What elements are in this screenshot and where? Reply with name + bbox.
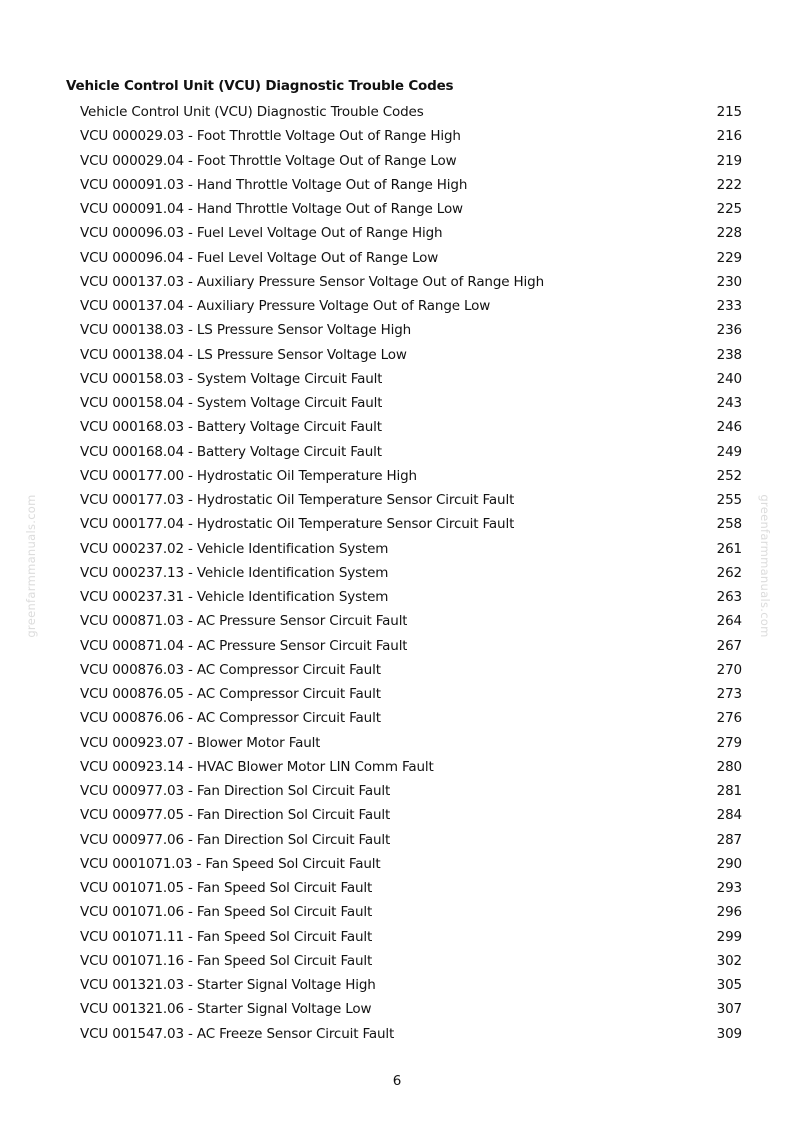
toc-entry-page[interactable]: 258 [716, 516, 742, 533]
toc-entry[interactable] [80, 900, 744, 924]
toc-entry-title[interactable]: VCU 000177.00 - Hydrostatic Oil Temperature High [80, 467, 417, 484]
toc-entry-title[interactable]: VCU 000158.03 - System Voltage Circuit Fault [80, 370, 383, 387]
toc-entry-title[interactable]: VCU 000923.14 - HVAC Blower Motor LIN Comm Fault [80, 758, 434, 775]
toc-entry-title[interactable]: VCU 000137.03 - Auxiliary Pressure Sensor Voltage Out of Range High [80, 273, 544, 290]
toc-entry-page[interactable]: 219 [716, 152, 742, 169]
toc-entry-title[interactable]: VCU 000923.07 - Blower Motor Fault [80, 734, 321, 751]
toc-entry-page[interactable]: 296 [716, 904, 742, 921]
toc-entry-title[interactable]: VCU 001071.11 - Fan Speed Sol Circuit Fault [80, 928, 373, 945]
toc-entry-title[interactable]: VCU 000158.04 - System Voltage Circuit Fault [80, 395, 383, 412]
toc-entry-page[interactable]: 238 [716, 346, 742, 363]
toc-entry[interactable] [80, 197, 744, 221]
toc-entry-page[interactable]: 215 [716, 104, 742, 121]
toc-entry[interactable] [80, 973, 744, 997]
toc-entry[interactable] [80, 512, 744, 536]
toc-entry-title[interactable]: VCU 001071.05 - Fan Speed Sol Circuit Fault [80, 880, 373, 897]
toc-entry-page[interactable]: 305 [716, 977, 742, 994]
toc-entry-title[interactable]: VCU 000876.03 - AC Compressor Circuit Fault [80, 661, 381, 678]
toc-entry[interactable] [80, 318, 744, 342]
toc-entry-title[interactable]: VCU 000137.04 - Auxiliary Pressure Voltage Out of Range Low [80, 298, 491, 315]
toc-entry[interactable] [80, 149, 744, 173]
toc-entry[interactable] [80, 852, 744, 876]
toc-entry-page[interactable]: 230 [716, 273, 742, 290]
toc-entry-title[interactable]: VCU 000096.04 - Fuel Level Voltage Out of Range Low [80, 249, 439, 266]
toc-entry[interactable] [80, 537, 744, 561]
toc-entry-title[interactable]: VCU 000237.31 - Vehicle Identification System [80, 589, 389, 606]
toc-entry-title[interactable]: VCU 000091.04 - Hand Throttle Voltage Out of Range Low [80, 201, 463, 218]
toc-entry-title[interactable]: VCU 000029.03 - Foot Throttle Voltage Out of Range High [80, 128, 461, 145]
toc-entry[interactable] [80, 925, 744, 949]
toc-entry-page[interactable]: 267 [716, 637, 742, 654]
toc-entry-title[interactable]: VCU 000138.03 - LS Pressure Sensor Voltage High [80, 322, 412, 339]
toc-entry[interactable] [80, 803, 744, 827]
toc-list [80, 100, 744, 1046]
toc-entry[interactable] [80, 731, 744, 755]
section-heading: Vehicle Control Unit (VCU) Diagnostic Trouble Codes [66, 78, 454, 94]
toc-entry-page[interactable]: 262 [716, 564, 742, 581]
toc-entry-title[interactable]: VCU 000138.04 - LS Pressure Sensor Voltage Low [80, 346, 407, 363]
toc-entry[interactable] [80, 997, 744, 1021]
toc-entry-title[interactable]: VCU 000091.03 - Hand Throttle Voltage Out of Range High [80, 176, 468, 193]
toc-entry[interactable] [80, 367, 744, 391]
toc-entry-page[interactable]: 287 [716, 831, 742, 848]
toc-entry-page[interactable]: 279 [716, 734, 742, 751]
toc-entry-page[interactable]: 299 [716, 928, 742, 945]
toc-entry-title[interactable]: VCU 000168.03 - Battery Voltage Circuit Fault [80, 419, 382, 436]
toc-entry[interactable] [80, 221, 744, 245]
toc-entry-page[interactable]: 233 [716, 298, 742, 315]
toc-entry-title[interactable]: VCU 001071.16 - Fan Speed Sol Circuit Fault [80, 952, 373, 969]
toc-entry[interactable] [80, 755, 744, 779]
toc-entry[interactable] [80, 464, 744, 488]
toc-entry-title[interactable]: Vehicle Control Unit (VCU) Diagnostic Trouble Codes [80, 104, 424, 121]
toc-entry[interactable] [80, 949, 744, 973]
toc-entry[interactable] [80, 294, 744, 318]
toc-entry-page[interactable]: 243 [716, 395, 742, 412]
toc-entry-title[interactable]: VCU 000237.02 - Vehicle Identification System [80, 540, 389, 557]
toc-entry-page[interactable]: 290 [716, 855, 742, 872]
toc-entry-page[interactable]: 216 [716, 128, 742, 145]
toc-entry-title[interactable]: VCU 000177.04 - Hydrostatic Oil Temperature Sensor Circuit Fault [80, 516, 515, 533]
toc-entry-title[interactable]: VCU 000977.06 - Fan Direction Sol Circuit Fault [80, 831, 391, 848]
toc-entry[interactable] [80, 415, 744, 439]
toc-entry-page[interactable]: 222 [716, 176, 742, 193]
toc-entry[interactable] [80, 124, 744, 148]
toc-entry-page[interactable]: 255 [716, 492, 742, 509]
toc-entry-title[interactable]: VCU 001071.06 - Fan Speed Sol Circuit Fault [80, 904, 373, 921]
toc-entry-page[interactable]: 293 [716, 880, 742, 897]
toc-entry[interactable] [80, 561, 744, 585]
toc-entry[interactable] [80, 391, 744, 415]
toc-entry-page[interactable]: 302 [716, 952, 742, 969]
toc-entry-title[interactable]: VCU 000871.04 - AC Pressure Sensor Circuit Fault [80, 637, 408, 654]
toc-entry-title[interactable]: VCU 000237.13 - Vehicle Identification System [80, 564, 389, 581]
toc-entry-page[interactable]: 273 [716, 686, 742, 703]
toc-entry-page[interactable]: 229 [716, 249, 742, 266]
toc-entry-page[interactable]: 264 [716, 613, 742, 630]
toc-entry-page[interactable]: 261 [716, 540, 742, 557]
toc-entry-title[interactable]: VCU 000177.03 - Hydrostatic Oil Temperature Sensor Circuit Fault [80, 492, 515, 509]
toc-entry-title[interactable]: VCU 000168.04 - Battery Voltage Circuit Fault [80, 443, 382, 460]
toc-entry-page[interactable]: 270 [716, 661, 742, 678]
toc-entry-page[interactable]: 284 [716, 807, 742, 824]
toc-entry[interactable] [80, 706, 744, 730]
toc-entry[interactable] [80, 246, 744, 270]
toc-entry[interactable] [80, 100, 744, 124]
toc-entry[interactable] [80, 1022, 744, 1046]
toc-entry-title[interactable]: VCU 000876.05 - AC Compressor Circuit Fault [80, 686, 381, 703]
toc-entry-page[interactable]: 249 [716, 443, 742, 460]
watermark-left: greenfarmmanuals.com [24, 494, 38, 638]
toc-entry[interactable] [80, 173, 744, 197]
toc-entry[interactable] [80, 682, 744, 706]
toc-entry-page[interactable]: 309 [716, 1025, 742, 1042]
toc-entry-title[interactable]: VCU 000029.04 - Foot Throttle Voltage Out of Range Low [80, 152, 457, 169]
toc-entry-title[interactable]: VCU 000876.06 - AC Compressor Circuit Fault [80, 710, 381, 727]
toc-entry-page[interactable]: 236 [716, 322, 742, 339]
toc-entry-page[interactable]: 280 [716, 758, 742, 775]
toc-entry-page[interactable]: 240 [716, 370, 742, 387]
toc-entry-page[interactable]: 246 [716, 419, 742, 436]
toc-entry[interactable] [80, 779, 744, 803]
toc-entry[interactable] [80, 658, 744, 682]
toc-entry-title[interactable]: VCU 000977.03 - Fan Direction Sol Circuit Fault [80, 783, 391, 800]
toc-entry-page[interactable]: 228 [716, 225, 742, 242]
toc-entry[interactable] [80, 488, 744, 512]
toc-entry[interactable] [80, 828, 744, 852]
toc-entry-page[interactable]: 225 [716, 201, 742, 218]
toc-entry-page[interactable]: 276 [716, 710, 742, 727]
toc-entry-title[interactable]: VCU 001547.03 - AC Freeze Sensor Circuit Fault [80, 1025, 395, 1042]
toc-entry-title[interactable]: VCU 000977.05 - Fan Direction Sol Circuit Fault [80, 807, 391, 824]
toc-entry-title[interactable]: VCU 0001071.03 - Fan Speed Sol Circuit Fault [80, 855, 381, 872]
page-number: 6 [392, 1073, 402, 1089]
toc-entry[interactable] [80, 634, 744, 658]
toc-entry-title[interactable]: VCU 000096.03 - Fuel Level Voltage Out of Range High [80, 225, 443, 242]
toc-entry[interactable] [80, 270, 744, 294]
toc-entry-page[interactable]: 281 [716, 783, 742, 800]
watermark-right: greenfarmmanuals.com [758, 494, 772, 638]
toc-entry[interactable] [80, 876, 744, 900]
toc-entry[interactable] [80, 440, 744, 464]
toc-entry-title[interactable]: VCU 000871.03 - AC Pressure Sensor Circuit Fault [80, 613, 408, 630]
toc-entry-title[interactable]: VCU 001321.06 - Starter Signal Voltage Low [80, 1001, 372, 1018]
toc-entry-page[interactable]: 263 [716, 589, 742, 606]
toc-entry[interactable] [80, 609, 744, 633]
toc-entry-title[interactable]: VCU 001321.03 - Starter Signal Voltage High [80, 977, 376, 994]
toc-entry[interactable] [80, 343, 744, 367]
toc-entry[interactable] [80, 585, 744, 609]
toc-entry-page[interactable]: 252 [716, 467, 742, 484]
toc-entry-page[interactable]: 307 [716, 1001, 742, 1018]
